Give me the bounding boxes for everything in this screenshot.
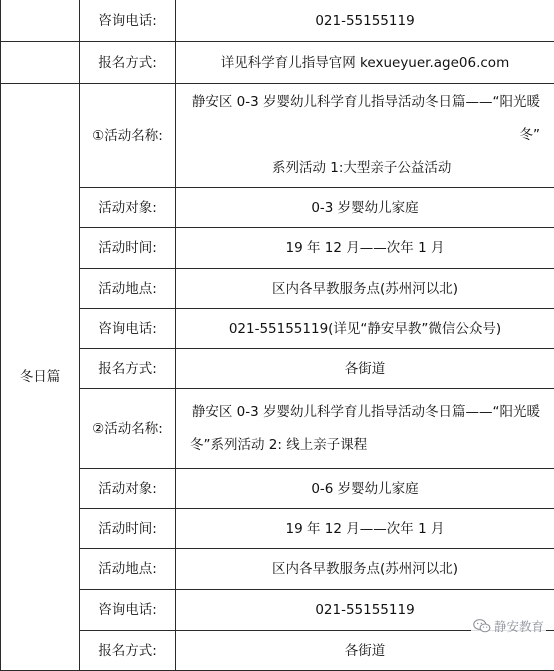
table-row xyxy=(1,269,554,309)
table-row xyxy=(1,631,554,671)
row-value: 各街道 xyxy=(176,631,554,671)
watermark xyxy=(471,616,546,636)
row-value: 021-55155119 xyxy=(176,0,554,42)
activity-name-line1: 静安区 0-3 岁婴幼儿科学育儿指导活动冬日篇——“阳光暖 xyxy=(180,396,550,429)
row-label: 活动时间: xyxy=(80,509,176,549)
row-value: 021-55155119 xyxy=(176,590,554,631)
row-value: 区内各早教服务点(苏州河以北) xyxy=(176,549,554,590)
row-value: 0-3 岁婴幼儿家庭 xyxy=(176,188,554,228)
watermark-text: 静安教育 xyxy=(494,617,544,635)
row-label: 咨询电话: xyxy=(80,309,176,349)
empty-cell xyxy=(1,0,80,42)
table-row xyxy=(1,0,554,42)
row-value: 各街道 xyxy=(176,349,554,389)
table-row xyxy=(1,309,554,349)
activity-name-line2: 系列活动 1:大型亲子公益活动 xyxy=(180,152,550,185)
row-label: 报名方式: xyxy=(80,42,176,84)
row-label: 活动对象: xyxy=(80,469,176,509)
activity-name-label: ②活动名称: xyxy=(80,389,176,469)
row-value: 021-55155119(详见“静安早教”微信公众号) xyxy=(176,309,554,349)
row-value: 0-6 岁婴幼儿家庭 xyxy=(176,469,554,509)
activity-name-line2: 冬”系列活动 2: 线上亲子课程 xyxy=(180,429,550,462)
row-label: 咨询电话: xyxy=(80,590,176,631)
row-value: 19 年 12 月——次年 1 月 xyxy=(176,509,554,549)
row-label: 报名方式: xyxy=(80,631,176,671)
row-label: 咨询电话: xyxy=(80,0,176,42)
activity-name-line1: 静安区 0-3 岁婴幼儿科学育儿指导活动冬日篇——“阳光暖冬” xyxy=(180,86,550,152)
row-value: 19 年 12 月——次年 1 月 xyxy=(176,228,554,269)
table-row xyxy=(1,509,554,549)
activity-name-label: ①活动名称: xyxy=(80,84,176,188)
row-value: 区内各早教服务点(苏州河以北) xyxy=(176,269,554,309)
row-label: 活动时间: xyxy=(80,228,176,269)
empty-cell xyxy=(1,42,80,84)
row-value: 详见科学育儿指导官网 kexueyuer.age06.com xyxy=(176,42,554,84)
row-label: 活动地点: xyxy=(80,549,176,590)
table-row xyxy=(1,42,554,84)
table-row xyxy=(1,469,554,509)
wechat-icon xyxy=(473,618,491,634)
activity-name-value xyxy=(176,84,554,188)
section-title: 冬日篇 xyxy=(1,84,80,671)
row-label: 活动地点: xyxy=(80,269,176,309)
table-row xyxy=(1,549,554,590)
activity-name-value xyxy=(176,389,554,469)
table-row xyxy=(1,349,554,389)
row-label: 报名方式: xyxy=(80,349,176,389)
table-row xyxy=(1,389,554,469)
table-row xyxy=(1,228,554,269)
table-row xyxy=(1,188,554,228)
table-row xyxy=(1,84,554,188)
row-label: 活动对象: xyxy=(80,188,176,228)
